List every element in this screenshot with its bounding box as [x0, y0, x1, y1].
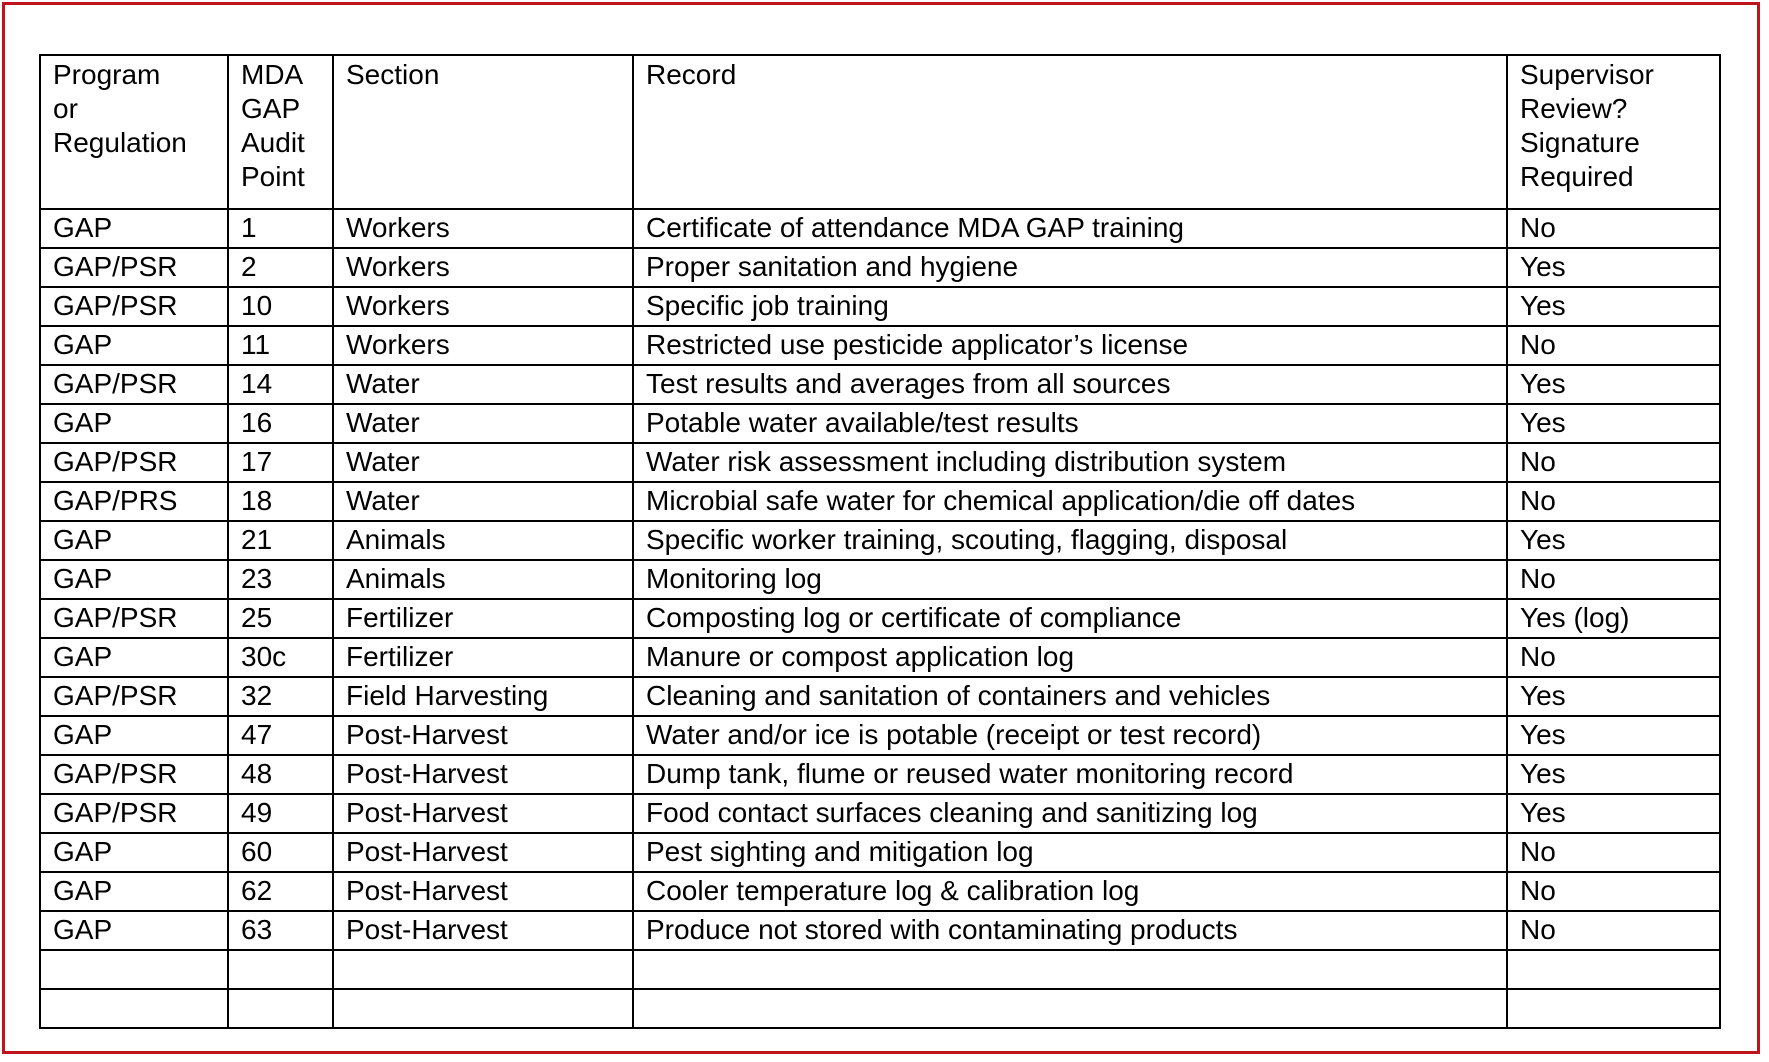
cell-supervisor-review: Yes	[1507, 404, 1720, 443]
cell-program: GAP/PSR	[40, 365, 228, 404]
cell-section	[333, 950, 633, 989]
cell-audit-point: 2	[228, 248, 333, 287]
cell-audit-point: 49	[228, 794, 333, 833]
cell-audit-point: 47	[228, 716, 333, 755]
cell-audit-point	[228, 989, 333, 1028]
cell-supervisor-review: No	[1507, 560, 1720, 599]
cell-program: GAP/PSR	[40, 677, 228, 716]
cell-record	[633, 950, 1507, 989]
cell-supervisor-review: Yes (log)	[1507, 599, 1720, 638]
table-row	[40, 716, 1720, 755]
cell-supervisor-review: No	[1507, 209, 1720, 248]
cell-supervisor-review: Yes	[1507, 755, 1720, 794]
cell-record: Specific worker training, scouting, flagging, disposal	[633, 521, 1507, 560]
table-row	[40, 755, 1720, 794]
cell-audit-point: 23	[228, 560, 333, 599]
table-body	[40, 209, 1720, 1028]
cell-record: Cooler temperature log & calibration log	[633, 872, 1507, 911]
cell-record: Restricted use pesticide applicator’s license	[633, 326, 1507, 365]
cell-program: GAP	[40, 404, 228, 443]
cell-audit-point: 14	[228, 365, 333, 404]
cell-section: Post-Harvest	[333, 716, 633, 755]
cell-section: Post-Harvest	[333, 794, 633, 833]
cell-record: Produce not stored with contaminating products	[633, 911, 1507, 950]
cell-supervisor-review: Yes	[1507, 716, 1720, 755]
cell-section: Workers	[333, 287, 633, 326]
cell-section: Water	[333, 482, 633, 521]
cell-program: GAP	[40, 716, 228, 755]
cell-audit-point: 62	[228, 872, 333, 911]
cell-supervisor-review	[1507, 950, 1720, 989]
cell-supervisor-review: No	[1507, 911, 1720, 950]
cell-record: Composting log or certificate of compliance	[633, 599, 1507, 638]
cell-program: GAP	[40, 209, 228, 248]
cell-record: Potable water available/test results	[633, 404, 1507, 443]
cell-record: Specific job training	[633, 287, 1507, 326]
table-row	[40, 365, 1720, 404]
cell-program: GAP/PRS	[40, 482, 228, 521]
cell-audit-point: 48	[228, 755, 333, 794]
cell-section: Post-Harvest	[333, 911, 633, 950]
cell-record: Cleaning and sanitation of containers and vehicles	[633, 677, 1507, 716]
table-row	[40, 404, 1720, 443]
cell-audit-point: 10	[228, 287, 333, 326]
table-row-empty	[40, 950, 1720, 989]
cell-program: GAP/PSR	[40, 248, 228, 287]
cell-supervisor-review: Yes	[1507, 365, 1720, 404]
cell-audit-point: 11	[228, 326, 333, 365]
cell-supervisor-review: No	[1507, 833, 1720, 872]
cell-record: Monitoring log	[633, 560, 1507, 599]
cell-supervisor-review: Yes	[1507, 248, 1720, 287]
table-row	[40, 560, 1720, 599]
header-record: Record	[633, 55, 1507, 209]
cell-supervisor-review: No	[1507, 326, 1720, 365]
table-row	[40, 248, 1720, 287]
cell-section: Post-Harvest	[333, 755, 633, 794]
cell-program: GAP/PSR	[40, 755, 228, 794]
cell-section: Post-Harvest	[333, 833, 633, 872]
cell-program: GAP	[40, 638, 228, 677]
table-row	[40, 833, 1720, 872]
cell-program: GAP/PSR	[40, 599, 228, 638]
table-row	[40, 443, 1720, 482]
table-row	[40, 521, 1720, 560]
cell-audit-point: 21	[228, 521, 333, 560]
cell-supervisor-review: No	[1507, 443, 1720, 482]
cell-section: Fertilizer	[333, 599, 633, 638]
cell-audit-point: 16	[228, 404, 333, 443]
cell-section	[333, 989, 633, 1028]
cell-supervisor-review: Yes	[1507, 794, 1720, 833]
cell-audit-point: 1	[228, 209, 333, 248]
cell-supervisor-review: Yes	[1507, 287, 1720, 326]
header-supervisor-review: Supervisor Review? Signature Required	[1507, 55, 1720, 209]
cell-program: GAP	[40, 872, 228, 911]
cell-program: GAP	[40, 521, 228, 560]
cell-record: Water and/or ice is potable (receipt or test record)	[633, 716, 1507, 755]
cell-audit-point: 30c	[228, 638, 333, 677]
header-mda-gap-audit-point: MDA GAP Audit Point	[228, 55, 333, 209]
cell-program: GAP	[40, 833, 228, 872]
slide-frame	[2, 2, 1760, 1054]
cell-audit-point	[228, 950, 333, 989]
cell-section: Water	[333, 443, 633, 482]
cell-section: Water	[333, 365, 633, 404]
cell-supervisor-review: No	[1507, 638, 1720, 677]
cell-record	[633, 989, 1507, 1028]
cell-section: Fertilizer	[333, 638, 633, 677]
cell-section: Post-Harvest	[333, 872, 633, 911]
cell-section: Workers	[333, 248, 633, 287]
cell-program: GAP/PSR	[40, 287, 228, 326]
cell-audit-point: 63	[228, 911, 333, 950]
cell-section: Water	[333, 404, 633, 443]
cell-section: Field Harvesting	[333, 677, 633, 716]
cell-audit-point: 25	[228, 599, 333, 638]
cell-record: Dump tank, flume or reused water monitoring record	[633, 755, 1507, 794]
cell-program: GAP/PSR	[40, 443, 228, 482]
cell-program: GAP	[40, 560, 228, 599]
cell-record: Manure or compost application log	[633, 638, 1507, 677]
cell-audit-point: 60	[228, 833, 333, 872]
cell-section: Workers	[333, 209, 633, 248]
table-row	[40, 326, 1720, 365]
cell-record: Microbial safe water for chemical application/die off dates	[633, 482, 1507, 521]
cell-program	[40, 989, 228, 1028]
cell-record: Proper sanitation and hygiene	[633, 248, 1507, 287]
header-program-or-regulation: Program or Regulation	[40, 55, 228, 209]
cell-section: Animals	[333, 560, 633, 599]
cell-audit-point: 17	[228, 443, 333, 482]
cell-program: GAP/PSR	[40, 794, 228, 833]
cell-record: Pest sighting and mitigation log	[633, 833, 1507, 872]
cell-supervisor-review: No	[1507, 872, 1720, 911]
cell-record: Test results and averages from all sources	[633, 365, 1507, 404]
table-row	[40, 794, 1720, 833]
header-section: Section	[333, 55, 633, 209]
table-row	[40, 287, 1720, 326]
cell-supervisor-review: Yes	[1507, 521, 1720, 560]
cell-section: Workers	[333, 326, 633, 365]
table-row	[40, 209, 1720, 248]
table-row	[40, 599, 1720, 638]
table-row	[40, 911, 1720, 950]
cell-record: Certificate of attendance MDA GAP training	[633, 209, 1507, 248]
cell-supervisor-review: Yes	[1507, 677, 1720, 716]
table-row	[40, 638, 1720, 677]
cell-program: GAP	[40, 911, 228, 950]
table-row	[40, 677, 1720, 716]
records-table	[39, 54, 1721, 1029]
cell-record: Water risk assessment including distribution system	[633, 443, 1507, 482]
table-row	[40, 872, 1720, 911]
cell-audit-point: 18	[228, 482, 333, 521]
table-row-empty	[40, 989, 1720, 1028]
cell-supervisor-review: No	[1507, 482, 1720, 521]
cell-program	[40, 950, 228, 989]
table-header	[40, 55, 1720, 209]
cell-section: Animals	[333, 521, 633, 560]
cell-record: Food contact surfaces cleaning and sanitizing log	[633, 794, 1507, 833]
table-row	[40, 482, 1720, 521]
cell-supervisor-review	[1507, 989, 1720, 1028]
header-row	[40, 55, 1720, 209]
cell-audit-point: 32	[228, 677, 333, 716]
cell-program: GAP	[40, 326, 228, 365]
